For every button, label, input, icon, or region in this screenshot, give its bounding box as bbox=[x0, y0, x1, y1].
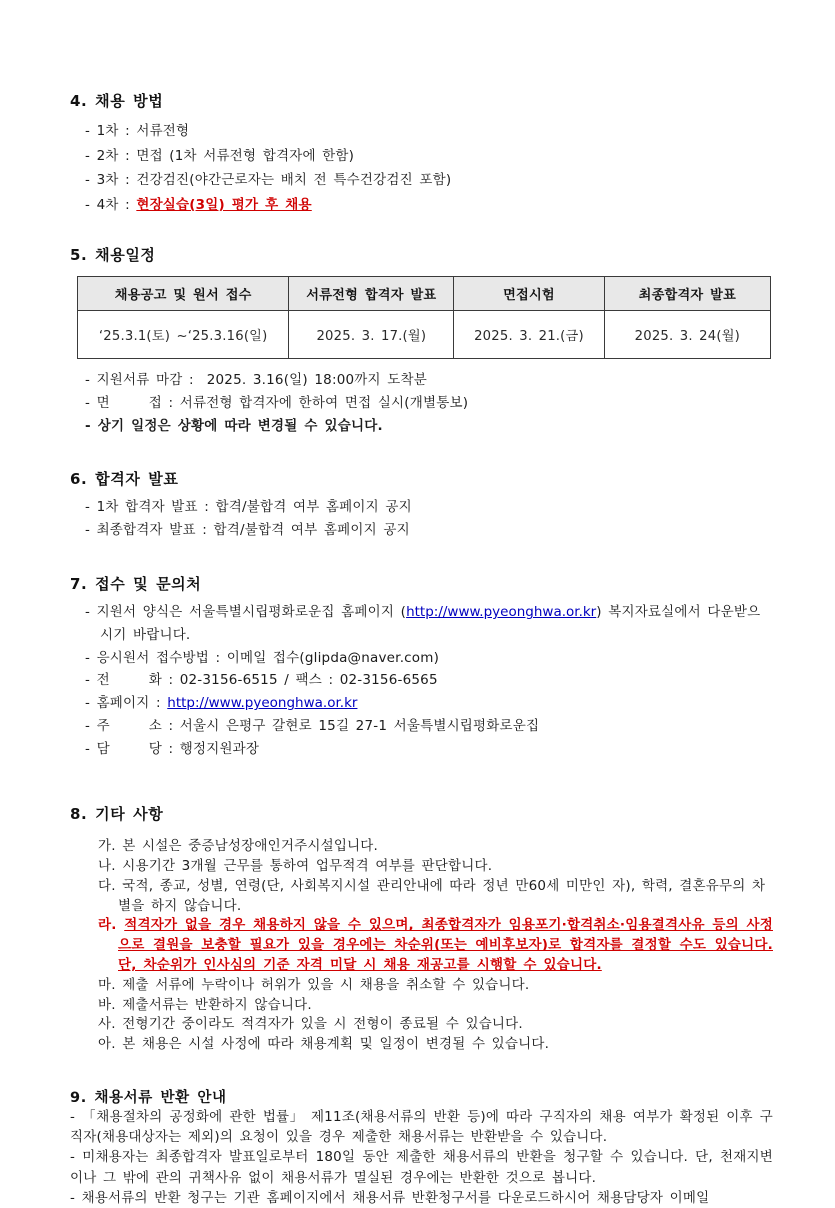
schedule-data-row bbox=[78, 311, 771, 359]
section-7-title: 7. 접수 및 문의처 bbox=[70, 575, 202, 594]
schedule-header-apply: 채용공고 및 원서 접수 bbox=[78, 277, 289, 311]
contact-homepage-label: - 홈페이지 : bbox=[85, 695, 168, 712]
schedule-cell-final: 2025. 3. 24(월) bbox=[604, 311, 770, 359]
schedule-note-deadline: - 지원서류 마감 : 2025. 3.16(일) 18:00까지 도착분 bbox=[85, 372, 427, 389]
method-step-2: - 2차 : 면접 (1차 서류전형 합격자에 한함) bbox=[85, 147, 355, 164]
etc-item-ma: 마. 제출 서류에 누락이나 허위가 있을 시 채용을 취소할 수 있습니다. bbox=[98, 976, 530, 993]
section-8-list bbox=[70, 837, 773, 1055]
section-6-title: 6. 합격자 발표 bbox=[70, 470, 179, 489]
section-6-list bbox=[70, 496, 773, 542]
schedule-notes bbox=[70, 369, 773, 438]
etc-item-da: 다. 국적, 종교, 성별, 연령(단, 사회복지시설 관리안내에 따라 정년 만60세 미만인 자), 학력, 결혼유무의 차별을 하지 않습니다. bbox=[98, 877, 766, 914]
return-guide-request: - 채용서류의 반환 청구는 기관 홈페이지에서 채용서류 반환청구서를 다운로드하시어 채용담당자 이메일 bbox=[70, 1189, 710, 1206]
method-step-4-prefix: - 4차 : bbox=[85, 196, 137, 213]
section-7-list bbox=[70, 601, 773, 760]
schedule-table bbox=[77, 276, 771, 359]
section-5-title: 5. 채용일정 bbox=[70, 246, 156, 265]
result-first-round: - 1차 합격자 발표 : 합격/불합격 여부 홈페이지 공지 bbox=[85, 499, 412, 516]
etc-item-ra-label: 라. bbox=[98, 917, 125, 934]
section-8-title: 8. 기타 사항 bbox=[70, 805, 164, 824]
schedule-cell-interview: 2025. 3. 21.(금) bbox=[454, 311, 604, 359]
contact-apply-method: - 응시원서 접수방법 : 이메일 접수(glipda@naver.com) bbox=[85, 649, 440, 666]
method-step-4-highlight: 현장실습(3일) 평가 후 채용 bbox=[136, 196, 312, 213]
homepage-link-2[interactable]: http://www.pyeonghwa.or.kr bbox=[167, 695, 358, 712]
return-guide-180days: - 미채용자는 최종합격자 발표일로부터 180일 동안 제출한 채용서류의 반환을 청구할 수 있습니다. 단, 천재지변이나 그 밖에 관의 귀책사유 없이 채용서류가 멸실된 경우에는 반환한 것으로 봅니다. bbox=[70, 1149, 773, 1186]
method-step-3: - 3차 : 건강검진(야간근로자는 배치 전 특수건강검진 포함) bbox=[85, 172, 452, 189]
contact-person: - 담 당 : 행정지원과장 bbox=[85, 740, 260, 757]
schedule-note-change: - 상기 일정은 상황에 따라 변경될 수 있습니다. bbox=[85, 418, 383, 435]
schedule-cell-doc-result: 2025. 3. 17.(월) bbox=[289, 311, 454, 359]
etc-item-ah: 아. 본 채용은 시설 사정에 따라 채용계획 및 일정이 변경될 수 있습니다. bbox=[98, 1036, 550, 1053]
contact-form-download bbox=[70, 601, 773, 646]
section-9-title: 9. 채용서류 반환 안내 bbox=[70, 1090, 227, 1107]
schedule-header-final: 최종합격자 발표 bbox=[604, 277, 770, 311]
contact-address: - 주 소 : 서울시 은평구 갈현로 15길 27-1 서울특별시립평화로운집 bbox=[85, 717, 540, 734]
contact-form-download-pre: - 지원서 양식은 서울특별시립평화로운집 홈페이지 ( bbox=[85, 604, 407, 621]
schedule-header-interview: 면접시험 bbox=[454, 277, 604, 311]
return-guide-law: - 「채용절차의 공정화에 관한 법률」 제11조(채용서류의 반환 등)에 따라 구직자의 채용 여부가 확정된 이후 구직자(채용대상자는 제외)의 요청이 있을 경우 제출한 채용서류는 반환받을 수 있습니다. bbox=[70, 1109, 773, 1146]
schedule-header-doc-result: 서류전형 합격자 발표 bbox=[289, 277, 454, 311]
section-4-title: 4. 채용 방법 bbox=[70, 92, 164, 110]
schedule-cell-apply: ‘25.3.1(토) ~‘25.3.16(일) bbox=[78, 311, 289, 359]
result-final: - 최종합격자 발표 : 합격/불합격 여부 홈페이지 공지 bbox=[85, 522, 410, 539]
method-step-1: - 1차 : 서류전형 bbox=[85, 123, 190, 139]
section-4-list bbox=[70, 119, 773, 217]
etc-item-ra bbox=[70, 916, 773, 975]
section-9 bbox=[70, 1086, 773, 1208]
schedule-note-interview: - 면 접 : 서류전형 합격자에 한하여 면접 실시(개별통보) bbox=[85, 395, 469, 412]
etc-item-na: 나. 시용기간 3개월 근무를 통하여 업무적격 여부를 판단합니다. bbox=[98, 858, 493, 875]
contact-phone-fax: - 전 화 : 02-3156-6515 / 팩스 : 02-3156-6565 bbox=[85, 672, 438, 689]
contact-homepage bbox=[70, 692, 773, 715]
contact-form-download-post: ) 복지자료실에서 다운받으시기 바랍니다. bbox=[100, 604, 761, 644]
method-step-4 bbox=[70, 193, 773, 218]
etc-item-ba: 바. 제출서류는 반환하지 않습니다. bbox=[98, 996, 312, 1013]
schedule-header-row bbox=[78, 277, 771, 311]
homepage-link[interactable]: http://www.pyeonghwa.or.kr bbox=[406, 604, 597, 621]
etc-item-ra-text: 적격자가 없을 경우 채용하지 않을 수 있으며, 최종합격자가 임용포기·합격취소·임용결격사유 등의 사정으로 결원을 보충할 필요가 있을 경우에는 차순위(또는 예비후보자)로 합격자를 결정할 수도 있습니다. 단, 차순위가 인사심의 기준 자격 미달 시 채용 재공고를 시행할 수 있습니다. bbox=[118, 917, 773, 974]
etc-item-ga: 가. 본 시설은 중증남성장애인거주시설입니다. bbox=[98, 838, 379, 855]
etc-item-sa: 사. 전형기간 중이라도 적격자가 있을 시 전형이 종료될 수 있습니다. bbox=[98, 1016, 523, 1033]
